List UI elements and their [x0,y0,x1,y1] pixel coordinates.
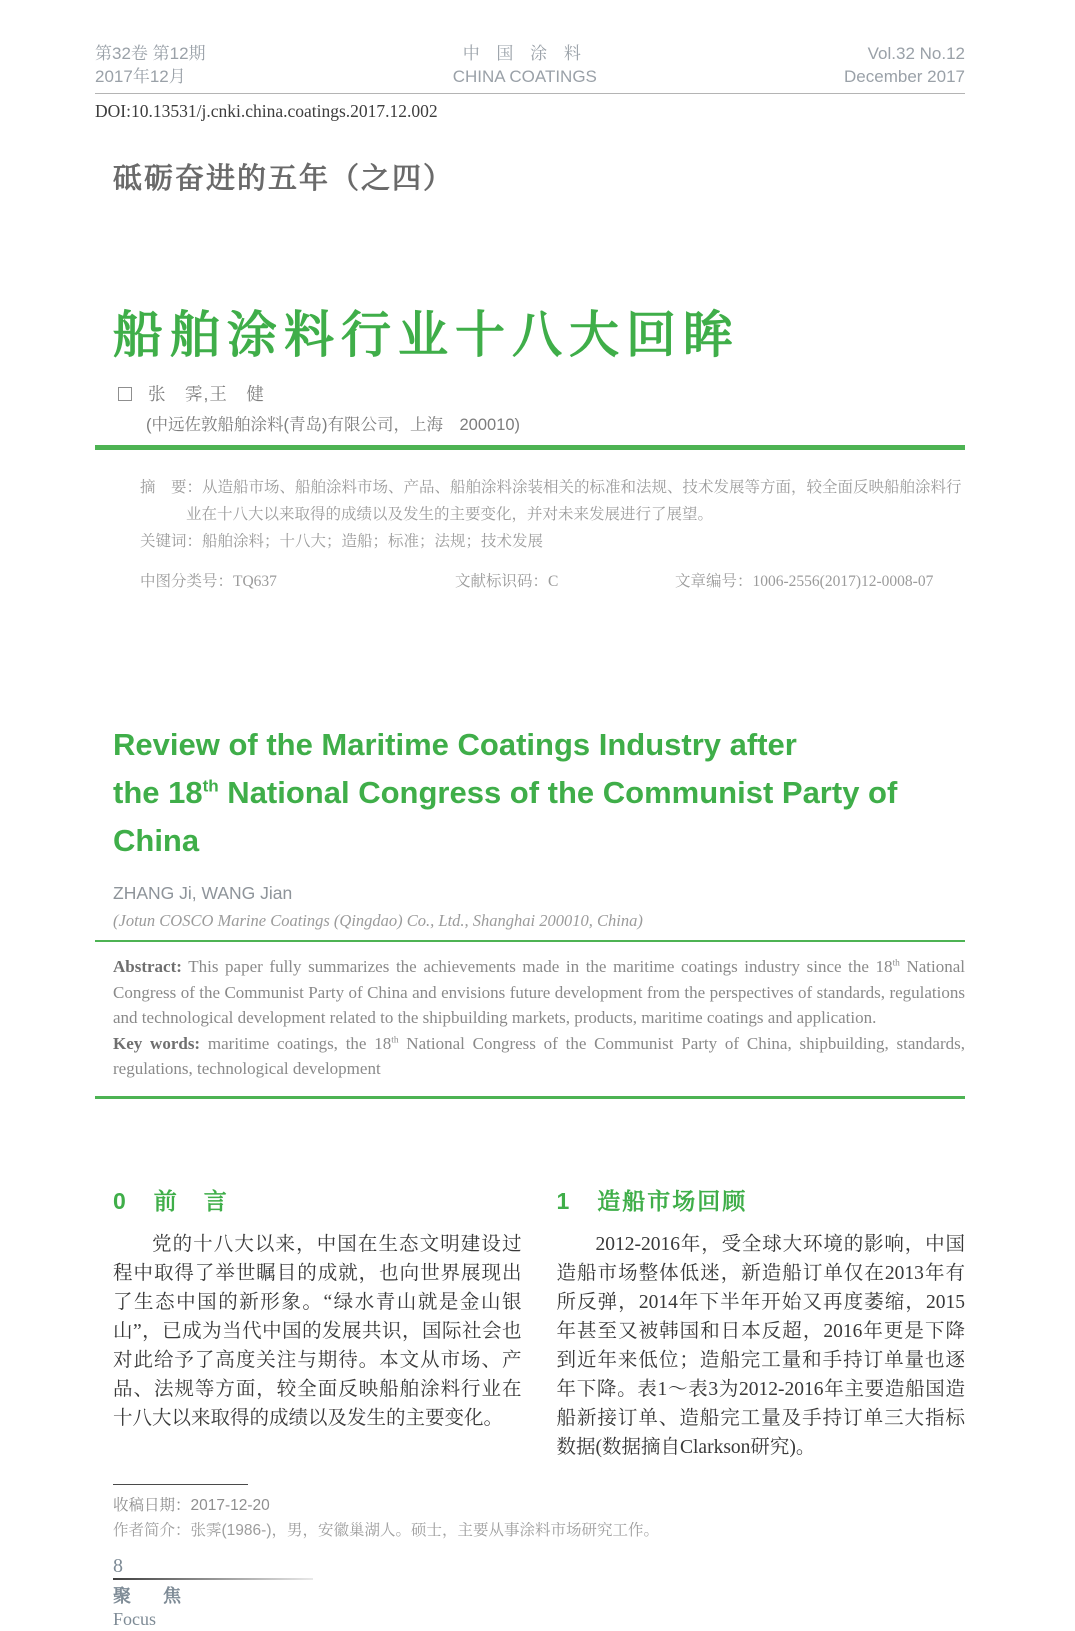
keywords-en-post: National Congress of the Communist Party of China, shipbuilding, standards, regulations, technological development [113,1033,965,1078]
article-title-cn: 船舶涂料行业十八大回眸 [113,307,740,363]
clc-label: 中图分类号： [140,573,234,590]
classification-row [140,568,965,595]
received-date [113,1493,965,1518]
title-en-line2-post: National Congress of the Communist Party of China [113,775,898,858]
abstract-block-en [113,954,965,1082]
masthead-journal-title [453,42,597,88]
abstract-cn [140,474,965,528]
document-code [455,568,675,595]
keywords-text-cn: 船舶涂料；十八大；造船；标准；法规；技术发展 [202,533,544,550]
section-number: 0 [113,1187,128,1214]
masthead-volume-issue-cn [95,42,206,88]
abstract-en-pre: This paper fully summarizes the achievements made in the maritime coatings industry since the 18 [181,957,893,976]
abstract-en [113,954,965,1031]
author-bio-value: 张霁(1986-)，男，安徽巢湖人。硕士，主要从事涂料市场研究工作。 [190,1521,659,1539]
section-body-0: 党的十八大以来，中国在生态文明建设过程中取得了举世瞩目的成就，也向世界展现出了生态中国的新形象。“绿水青山就是金山银山”，已成为当代中国的发展共识，国际社会也对此给予了高度关注与期待。本文从市场、产品、法规等方面，较全面反映船舶涂料行业在十八大以来取得的成绩以及发生的主要变化。 [113,1233,522,1429]
column-name-en: Focus [113,1608,157,1629]
section-title: 前 言 [153,1187,229,1214]
document-code-label: 文献标识码： [455,573,549,590]
document-code-value: C [548,573,559,590]
green-rule-top [95,445,965,450]
article-id-value: 1006-2556(2017)12-0008-07 [752,573,934,590]
affiliation-en: (Jotun COSCO Marine Coatings (Qingdao) Co., Ltd., Shanghai 200010, China) [113,911,643,930]
keywords-cn [140,528,965,555]
abstract-label-en: Abstract: [113,957,182,976]
author-bio [113,1518,965,1543]
authors-row-cn [118,381,965,406]
clc-number [140,568,455,595]
masthead [95,0,965,94]
article-id-label: 文章编号： [675,573,753,590]
abstract-en-post: National Congress of the Communist Party of China and envisions future development from the perspectives of standards, regulations and technological development related to the shipbuilding markets, products, maritime coatings and application. [113,957,965,1027]
volume-issue-en: Vol.32 No.12 [867,44,965,63]
journal-title-en: CHINA COATINGS [452,67,597,86]
article-title-en [113,721,965,865]
series-header: 砥砺奋进的五年（之四） [113,163,455,195]
masthead-volume-issue-en [844,42,965,88]
column-left [113,1183,522,1462]
footnote-block [113,1484,965,1543]
abstract-label-cn: 摘 要： [140,479,203,496]
footer-rule [113,1578,313,1580]
section-body-1: 2012-2016年，受全球大环境的影响，中国造船市场整体低迷，新造船订单仅在2013年有所反弹，2014年下半年开始又再度萎缩，2015年甚至又被韩国和日本反超，2016年更是下降到近年来低位；造船完工量和手持订单量也逐年下降。表1～表3为2012-2016年主要造船国造船新接订单、造船完工量及手持订单三大指标数据(数据摘自Clarkson研究)。 [556,1233,965,1458]
journal-title-cn: 中 国 涂 料 [462,44,587,63]
authors-cn: 张 霁,王 健 [148,384,265,404]
author-marker-icon [118,387,132,401]
article-title-en-line1: Review of the Maritime Coatings Industry after [113,727,797,762]
keywords-en-ordinal-sup: th [391,1034,399,1045]
received-date-value: 2017-12-20 [190,1496,270,1514]
column-name-cn: 聚 焦 [113,1585,188,1606]
date-cn: 2017年12月 [95,67,186,86]
body-columns [113,1183,965,1462]
date-en: December 2017 [844,67,965,86]
authors-en: ZHANG Ji, WANG Jian [113,883,293,903]
received-date-label: 收稿日期： [113,1496,191,1514]
footnote-rule [113,1484,248,1485]
title-en-line2-pre: the 18 [113,775,203,810]
abstract-en-ordinal-sup: th [892,958,900,969]
clc-value: TQ637 [233,573,277,590]
volume-issue-cn: 第32卷 第12期 [95,44,206,63]
affiliation-cn: (中远佐敦船舶涂料(青岛)有限公司，上海 200010) [146,416,521,434]
author-bio-label: 作者简介： [113,1521,191,1539]
keywords-en-pre: maritime coatings, the 18 [200,1033,392,1053]
abstract-block-cn [140,474,965,595]
keywords-label-en: Key words: [113,1033,201,1053]
page-footer [113,1555,965,1631]
green-rule-english-top [95,940,965,942]
column-right [557,1183,966,1462]
section-heading-0 [113,1183,522,1216]
section-number: 1 [556,1187,572,1214]
section-title: 造船市场回顾 [597,1187,748,1214]
section-heading-1 [557,1183,966,1216]
green-rule-english-bottom [95,1096,965,1099]
keywords-label-cn: 关键词： [140,533,203,550]
article-id [675,568,933,595]
keywords-en [113,1031,965,1082]
article-title-en-line2 [113,769,965,865]
doi-line: DOI:10.13531/j.cnki.china.coatings.2017.12.002 [95,101,438,121]
page-number: 8 [113,1554,123,1577]
title-en-ordinal-sup: th [202,776,219,796]
abstract-text-cn: 从造船市场、船舶涂料市场、产品、船舶涂料涂装相关的标准和法规、技术发展等方面，较全面反映船舶涂料行业在十八大以来取得的成绩以及发生的主要变化，并对未来发展进行了展望。 [186,479,962,523]
